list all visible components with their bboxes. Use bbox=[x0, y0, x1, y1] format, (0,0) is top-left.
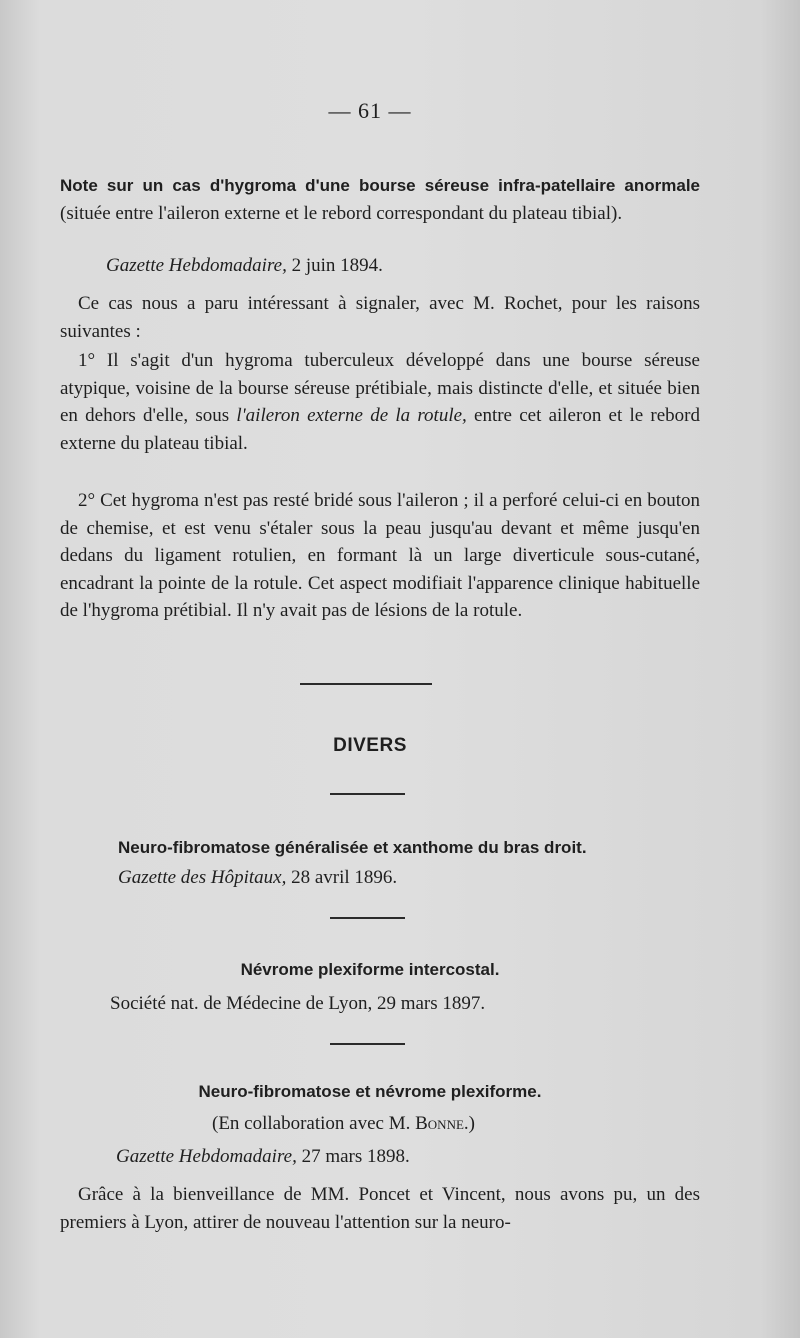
note-point-1 bbox=[60, 347, 700, 457]
note-point-1-a: 1° Il s'agit d'un hygroma tuberculeux développé dans une bourse séreuse atypique, voisine de la bourse séreuse prétibiale, mais distincte d'elle, et située bien en dehors d'elle, sous bbox=[60, 350, 700, 426]
section-divider bbox=[300, 683, 432, 685]
entry-3-collab bbox=[212, 1110, 712, 1138]
entry-title: Neuro-fibromatose et névrome plexiforme. bbox=[198, 1082, 542, 1101]
collab-prefix: (En collaboration avec M. bbox=[212, 1113, 416, 1134]
entry-journal: Gazette Hebdomadaire, bbox=[116, 1146, 297, 1167]
note-point-1-b: entre cet aileron et le rebord externe du plateau tibial. bbox=[60, 405, 700, 454]
collab-name: Bonne bbox=[415, 1113, 464, 1134]
note-point-2: 2° Cet hygroma n'est pas resté bridé sous l'aileron ; il a perforé celui-ci en bouton de chemise, et est venu s'étaler sous la peau jusqu'au devant et même jusqu'en dedans du ligament rotulien, en formant là un large diverticule sous-cutané, encadrant la pointe de la rotule. Cet aspect modifiait l'apparence clinique habituelle de l'hygroma prétibial. Il n'y avait pas de lésions de la rotule. bbox=[60, 490, 700, 621]
entry-2-title bbox=[0, 960, 740, 980]
closing-paragraph: Grâce à la bienveillance de MM. Poncet et Vincent, nous avons pu, un des premiers à Lyon, attirer de nouveau l'attention sur la neuro- bbox=[60, 1184, 700, 1233]
note-intro: Ce cas nous a paru intéressant à signaler, avec M. Rochet, pour les raisons suivantes : bbox=[60, 293, 700, 342]
entry-3-citation bbox=[116, 1143, 716, 1171]
note-citation-journal: Gazette Hebdomadaire, bbox=[106, 255, 287, 276]
entry-citation bbox=[118, 864, 718, 892]
entry-divider bbox=[330, 1043, 405, 1045]
entry-divider bbox=[330, 793, 405, 795]
entry-1 bbox=[118, 838, 718, 892]
collab-suffix: .) bbox=[463, 1113, 475, 1134]
note-title-paragraph bbox=[60, 172, 700, 227]
note-title-suffix: (située entre l'aileron externe et le rebord correspondant du plateau tibial). bbox=[60, 202, 623, 224]
page-number: — 61 — bbox=[328, 98, 412, 123]
entry-date: 27 mars 1898. bbox=[296, 1146, 410, 1167]
entry-title: Neuro-fibromatose généralisée et xanthome du bras droit. bbox=[118, 838, 587, 857]
entry-journal: Gazette des Hôpitaux, bbox=[118, 867, 287, 888]
note-citation-date: 2 juin 1894. bbox=[286, 255, 383, 276]
note-title: Note sur un cas d'hygroma d'une bourse séreuse infra-patellaire anormale bbox=[60, 176, 700, 195]
entry-divider bbox=[330, 917, 405, 919]
entry-title: Névrome plexiforme intercostal. bbox=[240, 960, 500, 979]
entry-2-source: Société nat. de Médecine de Lyon, 29 mars 1897. bbox=[110, 993, 486, 1014]
entry-date: 28 avril 1896. bbox=[286, 867, 398, 888]
entry-3-title bbox=[0, 1082, 740, 1102]
section-heading: DIVERS bbox=[333, 735, 407, 756]
note-point-1-italic: l'aileron externe de la rotule, bbox=[236, 405, 467, 426]
note-citation bbox=[106, 252, 700, 280]
